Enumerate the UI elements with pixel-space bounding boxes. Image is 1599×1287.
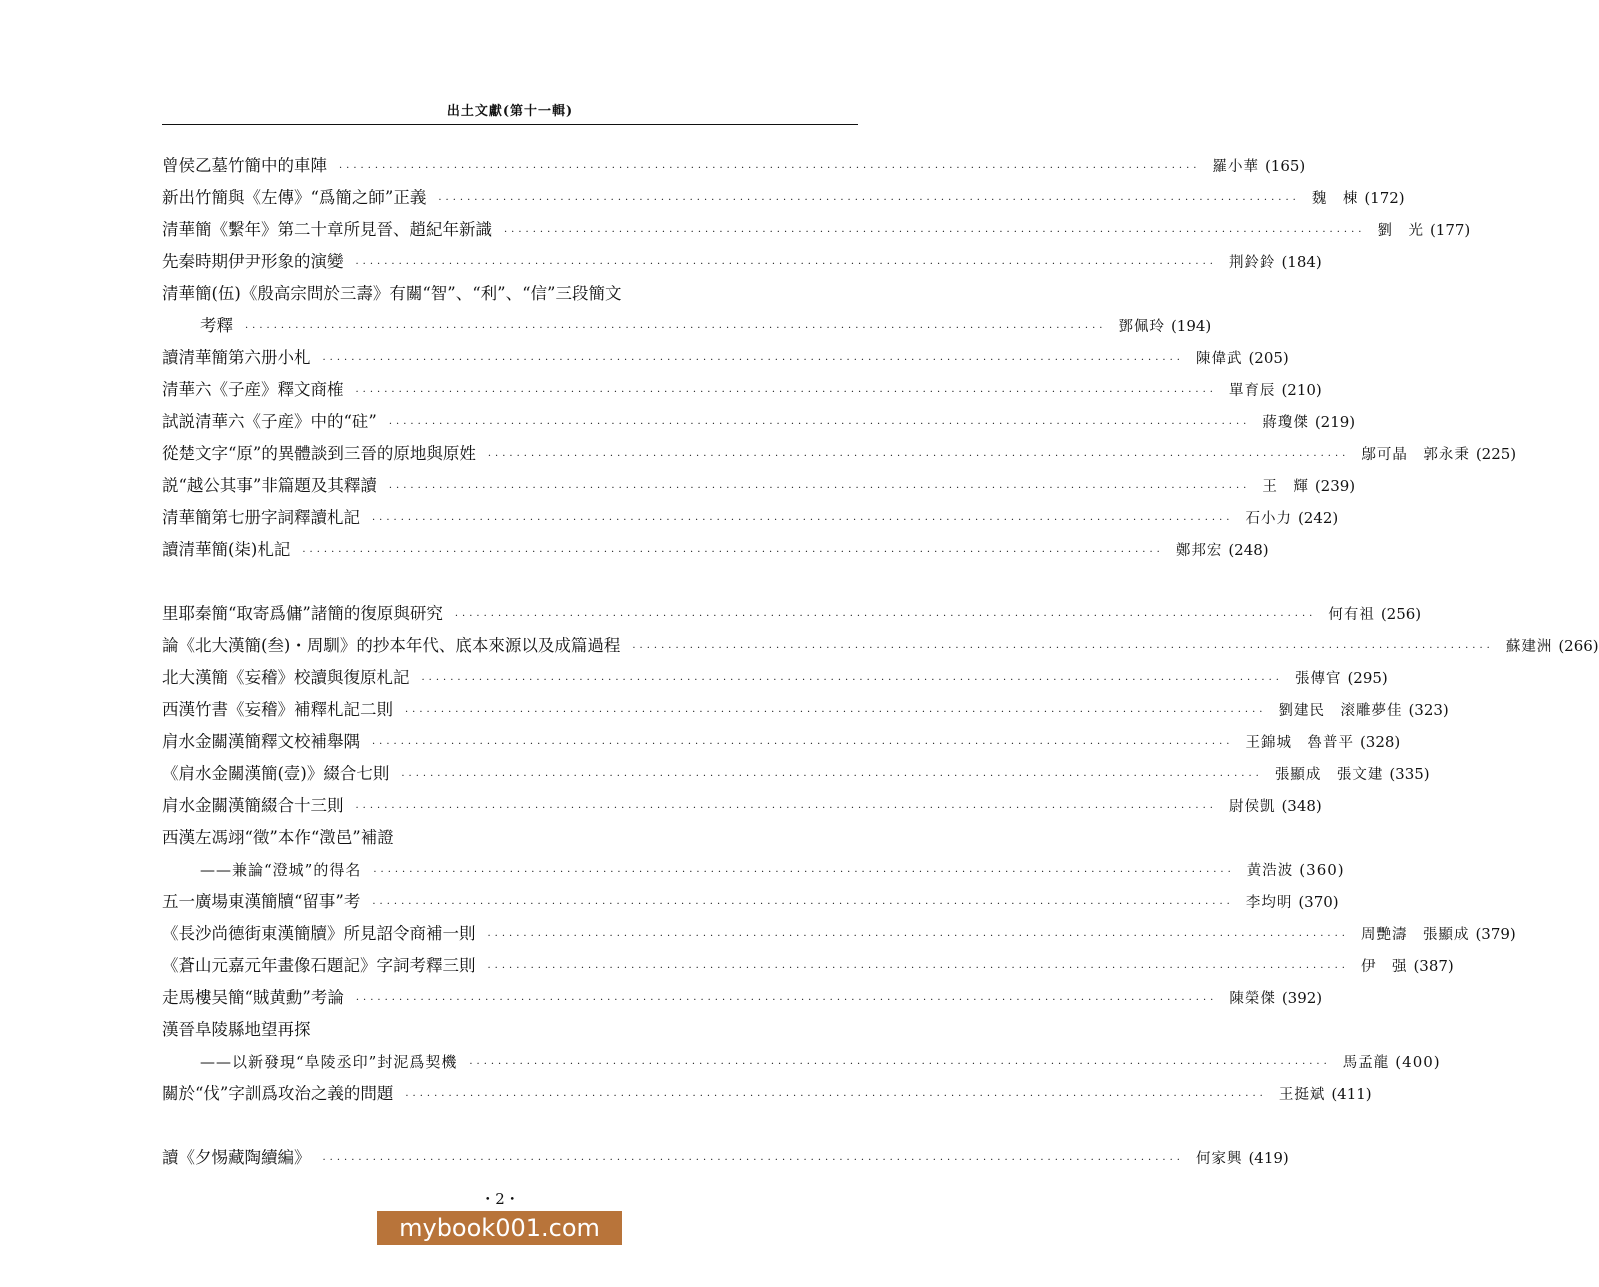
table-of-contents [162,150,1599,1174]
toc-entry [162,726,1401,758]
toc-entry-title: ——兼論“澄城”的得名 [200,861,362,879]
leader-dots: ························································································································ [405,1091,1267,1102]
toc-entry-title: 西漢竹書《妄稽》補釋札記二則 [162,700,393,719]
toc-entry-title: 清華簡(伍)《殷高宗問於三壽》有關“智”、“利”、“信”三段簡文 [162,284,622,303]
toc-entry-author: 鄧佩玲 [1118,319,1165,335]
leader-dots: ························································································································ [632,643,1494,654]
leader-dots: ························································································································ [405,707,1267,718]
section-gap [162,566,858,598]
toc-entry [162,694,1449,726]
leader-dots: ························································································································ [487,451,1350,462]
toc-entry-page: (248) [1228,541,1269,559]
toc-entry-author: 尉侯凱 [1228,799,1276,815]
toc-entry [162,182,1405,214]
toc-entry-author: 陳榮傑 [1229,991,1276,1007]
toc-entry-title: 肩水金關漢簡釋文校補舉隅 [162,732,360,751]
leader-dots: ························································································································ [322,355,1184,366]
toc-entry [162,214,1471,246]
toc-entry-page: (242) [1297,509,1339,527]
leader-dots: ························································································································ [302,547,1164,558]
toc-entry-title: 新出竹簡與《左傳》“爲簡之師”正義 [162,188,427,207]
toc-entry-author: 馬孟龍 [1342,1055,1390,1071]
toc-entry-title: 漢晉阜陵縣地望再探 [162,1020,311,1039]
toc-entry [162,150,1306,182]
toc-entry [162,1014,858,1046]
toc-entry-author: 蔣瓊傑 [1262,415,1309,431]
toc-entry-title: 《肩水金關漢簡(壹)》綴合七則 [162,764,390,783]
leader-dots: ························································································································ [438,195,1300,206]
toc-entry-author: 何有祖 [1328,607,1375,623]
toc-entry [162,854,1345,886]
toc-entry-title: 先秦時期伊尹形象的演變 [162,252,344,271]
toc-entry-author: 荆鈴鈴 [1228,255,1276,271]
toc-entry-title: 清華簡《繫年》第二十章所見晉、趙紀年新識 [162,220,492,239]
toc-entry-title: 論《北大漢簡(叁)・周馴》的抄本年代、底本來源以及成篇過程 [162,636,621,655]
toc-entry-page: (392) [1281,989,1323,1007]
toc-entry-author: 魏 棟 [1311,191,1359,207]
toc-entry [162,950,1454,982]
toc-entry-title: 走馬樓吴簡“賊黄勳”考論 [162,988,344,1007]
toc-entry-page: (225) [1475,445,1517,463]
toc-entry [162,374,1322,406]
leader-dots: ························································································································ [401,771,1263,782]
toc-entry-title: 《蒼山元嘉元年畫像石題記》字詞考釋三則 [162,956,476,975]
toc-entry [162,502,1339,534]
toc-entry [162,982,1323,1014]
toc-entry-author: 周艷濤 張顯成 [1360,927,1470,943]
toc-entry [162,1046,1441,1078]
toc-entry [162,438,1517,470]
toc-entry-author: 黄浩波 [1246,863,1294,879]
toc-entry-author: 王挺斌 [1278,1087,1326,1103]
toc-entry-page: (210) [1281,381,1322,399]
toc-entry-page: (370) [1298,893,1339,911]
toc-entry-title: 説“越公其事”非篇題及其釋讀 [162,476,377,495]
toc-entry-author: 鄭邦宏 [1175,543,1223,559]
toc-entry [162,470,1356,502]
toc-entry-page: (256) [1380,605,1422,623]
page-number: ・2・ [480,1190,520,1208]
toc-entry [162,1142,1289,1174]
toc-entry-author: 石小力 [1245,511,1292,527]
toc-entry-page: (172) [1364,189,1405,207]
toc-entry-title: 北大漢簡《妄稽》校讀與復原札記 [162,668,410,687]
toc-entry-title: 清華六《子産》釋文商榷 [162,380,344,399]
toc-entry-page: (335) [1389,765,1430,783]
toc-entry-page: (400) [1395,1053,1441,1071]
toc-entry-title: 讀清華簡(柒)札記 [162,540,291,559]
toc-entry [162,246,1322,278]
leader-dots: ························································································································ [421,675,1283,686]
watermark-banner: mybook001.com [377,1211,622,1245]
leader-dots: ························································································································ [388,419,1251,430]
toc-entry-author: 劉建民 滚雕夢佳 [1278,703,1403,719]
toc-entry-title: 讀《夕惕藏陶續編》 [162,1148,311,1167]
leader-dots: ························································································································ [355,259,1217,270]
toc-entry-title: 讀清華簡第六册小札 [162,348,311,367]
toc-entry-title: 肩水金關漢簡綴合十三則 [162,796,344,815]
toc-entry-page: (348) [1281,797,1322,815]
toc-entry [162,918,1516,950]
toc-entry [162,1078,1372,1110]
toc-entry-author: 何家興 [1195,1151,1243,1167]
toc-entry-page: (379) [1475,925,1516,943]
toc-entry-page: (360) [1299,861,1345,879]
leader-dots: ························································································································ [372,515,1234,526]
toc-entry-author: 張傳官 [1294,671,1342,687]
toc-entry-page: (184) [1281,253,1322,271]
leader-dots: ························································································································ [245,323,1107,334]
toc-entry-page: (219) [1314,413,1356,431]
toc-entry-page: (266) [1558,637,1599,655]
toc-entry-author: 王錦城 魯普平 [1245,735,1354,751]
leader-dots: ························································································································ [469,1059,1331,1070]
leader-dots: ························································································································ [355,803,1217,814]
leader-dots: ························································································································ [372,739,1234,750]
toc-entry [162,278,858,310]
leader-dots: ························································································································ [454,611,1317,622]
toc-entry-page: (165) [1264,157,1306,175]
toc-entry-page: (205) [1248,349,1289,367]
toc-entry-page: (295) [1347,669,1388,687]
toc-entry-title: 《長沙尚德街東漢簡牘》所見詔令商補一則 [162,924,476,943]
toc-entry [162,598,1422,630]
toc-entry-title: 曾侯乙墓竹簡中的車陣 [162,156,327,175]
toc-entry [162,406,1356,438]
toc-entry-page: (419) [1248,1149,1289,1167]
toc-entry [162,534,1269,566]
toc-entry [162,310,1212,342]
section-gap [162,1110,858,1142]
toc-entry-page: (323) [1408,701,1449,719]
header-rule [162,124,858,125]
toc-entry-author: 羅小華 [1212,159,1259,175]
leader-dots: ························································································································ [373,867,1235,878]
toc-entry-page: (328) [1359,733,1401,751]
toc-entry [162,886,1339,918]
leader-dots: ························································································································ [388,483,1251,494]
leader-dots: ························································································································ [372,899,1234,910]
leader-dots: ························································································································ [355,995,1218,1006]
toc-entry [162,342,1289,374]
toc-entry-author: 伊 强 [1360,959,1408,975]
toc-entry-author: 蘇建洲 [1505,639,1553,655]
toc-entry [162,822,858,854]
toc-entry [162,662,1388,694]
toc-entry-title: 西漢左馮翊“徵”本作“澂邑”補證 [162,828,394,847]
toc-entry-page: (411) [1331,1085,1372,1103]
toc-entry [162,758,1430,790]
toc-entry-title: 從楚文字“原”的異體談到三晉的原地與原姓 [162,444,476,463]
running-title: 出土文獻(第十一輯) [446,104,574,119]
toc-entry [162,630,1599,662]
leader-dots: ························································································································ [339,163,1201,174]
toc-entry-title: 考釋 [200,316,233,335]
toc-entry-title: 里耶秦簡“取寄爲傭”諸簡的復原與研究 [162,604,443,623]
toc-entry-author: 鄔可晶 郭永秉 [1361,447,1470,463]
toc-entry-author: 陳偉武 [1195,351,1243,367]
leader-dots: ························································································································ [355,387,1217,398]
toc-entry-title: 五一廣場東漢簡牘“留事”考 [162,892,361,911]
leader-dots: ························································································································ [487,931,1349,942]
toc-entry-author: 單育辰 [1228,383,1276,399]
toc-entry-author: 張顯成 張文建 [1274,767,1384,783]
toc-entry-page: (194) [1170,317,1212,335]
leader-dots: ························································································································ [504,227,1366,238]
leader-dots: ························································································································ [487,963,1349,974]
toc-entry-title: 試説清華六《子産》中的“砫” [162,412,377,431]
toc-entry [162,790,1322,822]
toc-entry-author: 李均明 [1245,895,1293,911]
leader-dots: ························································································································ [322,1155,1184,1166]
toc-entry-page: (239) [1314,477,1356,495]
toc-entry-page: (387) [1413,957,1454,975]
toc-entry-title: ——以新發現“阜陵丞印”封泥爲契機 [200,1053,458,1071]
toc-entry-title: 關於“伐”字訓爲攻治之義的問題 [162,1084,394,1103]
toc-entry-author: 王 輝 [1262,479,1309,495]
toc-entry-title: 清華簡第七册字詞釋讀札記 [162,508,360,527]
toc-entry-page: (177) [1429,221,1471,239]
toc-entry-author: 劉 光 [1377,223,1424,239]
